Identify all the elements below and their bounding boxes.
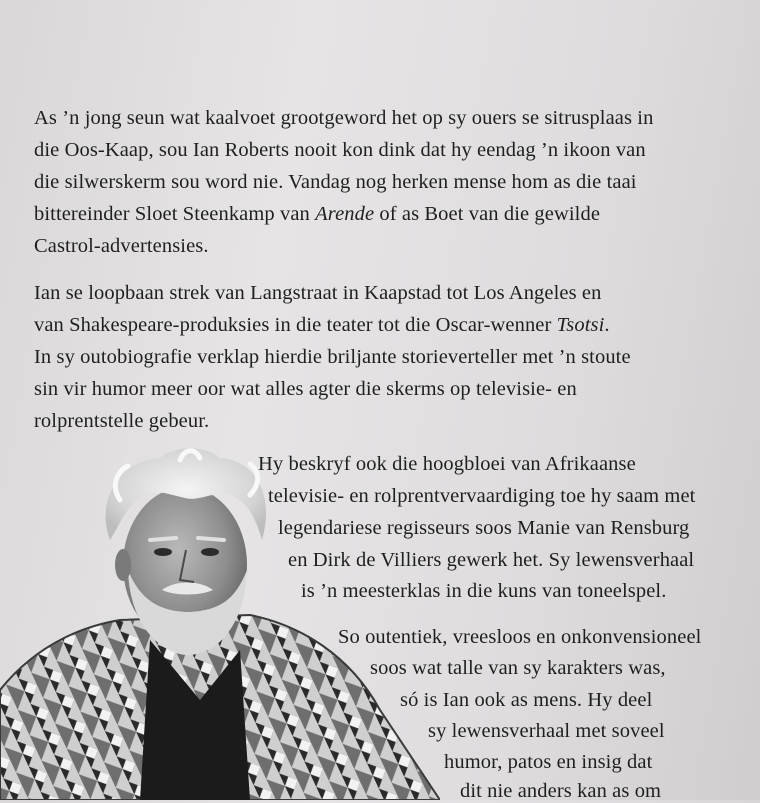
p3-line-5: is ’n meesterklas in die kuns van toneelspel.	[301, 580, 667, 602]
p3-line-4: en Dirk de Villiers gewerk het. Sy lewensverhaal	[288, 549, 695, 571]
p1-line-4-start: bittereinder Sloet Steenkamp van	[34, 203, 316, 225]
p2-line-2-start: van Shakespeare-produksies in die teater tot die Oscar-wenner	[34, 314, 557, 336]
p3-line-3: legendariese regisseurs soos Manie van Rensburg	[278, 517, 690, 539]
p2-line-3: In sy outobiografie verklap hierdie briljante storieverteller met ’n stoute	[34, 346, 631, 368]
p1-line-5: Castrol-advertensies.	[34, 235, 209, 257]
p1-line-1: As ’n jong seun wat kaalvoet grootgeword het op sy ouers se sitrusplaas in	[34, 107, 654, 129]
p4-line-3: só is Ian ook as mens. Hy deel	[400, 689, 653, 711]
p1-line-4-end: of as Boet van die gewilde	[374, 203, 601, 225]
p4-line-1: So outentiek, vreesloos en onkonvensioneel	[338, 626, 702, 648]
p2-line-4: sin vir humor meer oor wat alles agter die skerms op televisie- en	[34, 378, 577, 400]
title-arende: Arende	[315, 203, 375, 225]
p4-line-6: dit nie anders kan as om	[460, 780, 662, 802]
p2-line-5: rolprentstelle gebeur.	[34, 410, 210, 432]
p1-line-4	[34, 202, 600, 226]
p1-line-3: die silwerskerm sou word nie. Vandag nog herken mense hom as die taai	[34, 171, 637, 193]
p4-line-4: sy lewensverhaal met soveel	[428, 720, 665, 742]
p4-line-2: soos wat talle van sy karakters was,	[370, 657, 666, 679]
p3-line-1: Hy beskryf ook die hoogbloei van Afrikaanse	[258, 453, 636, 475]
p2-line-2	[34, 313, 610, 337]
p1-line-2: die Oos-Kaap, sou Ian Roberts nooit kon dink dat hy eendag ’n ikoon van	[34, 139, 646, 161]
title-tsotsi: Tsotsi	[556, 314, 605, 336]
p2-line-2-end: .	[604, 314, 610, 336]
p4-line-5: humor, patos en insig dat	[444, 751, 653, 773]
p3-line-2: televisie- en rolprentvervaardiging toe hy saam met	[268, 485, 696, 507]
p2-line-1: Ian se loopbaan strek van Langstraat in Kaapstad tot Los Angeles en	[34, 282, 602, 304]
